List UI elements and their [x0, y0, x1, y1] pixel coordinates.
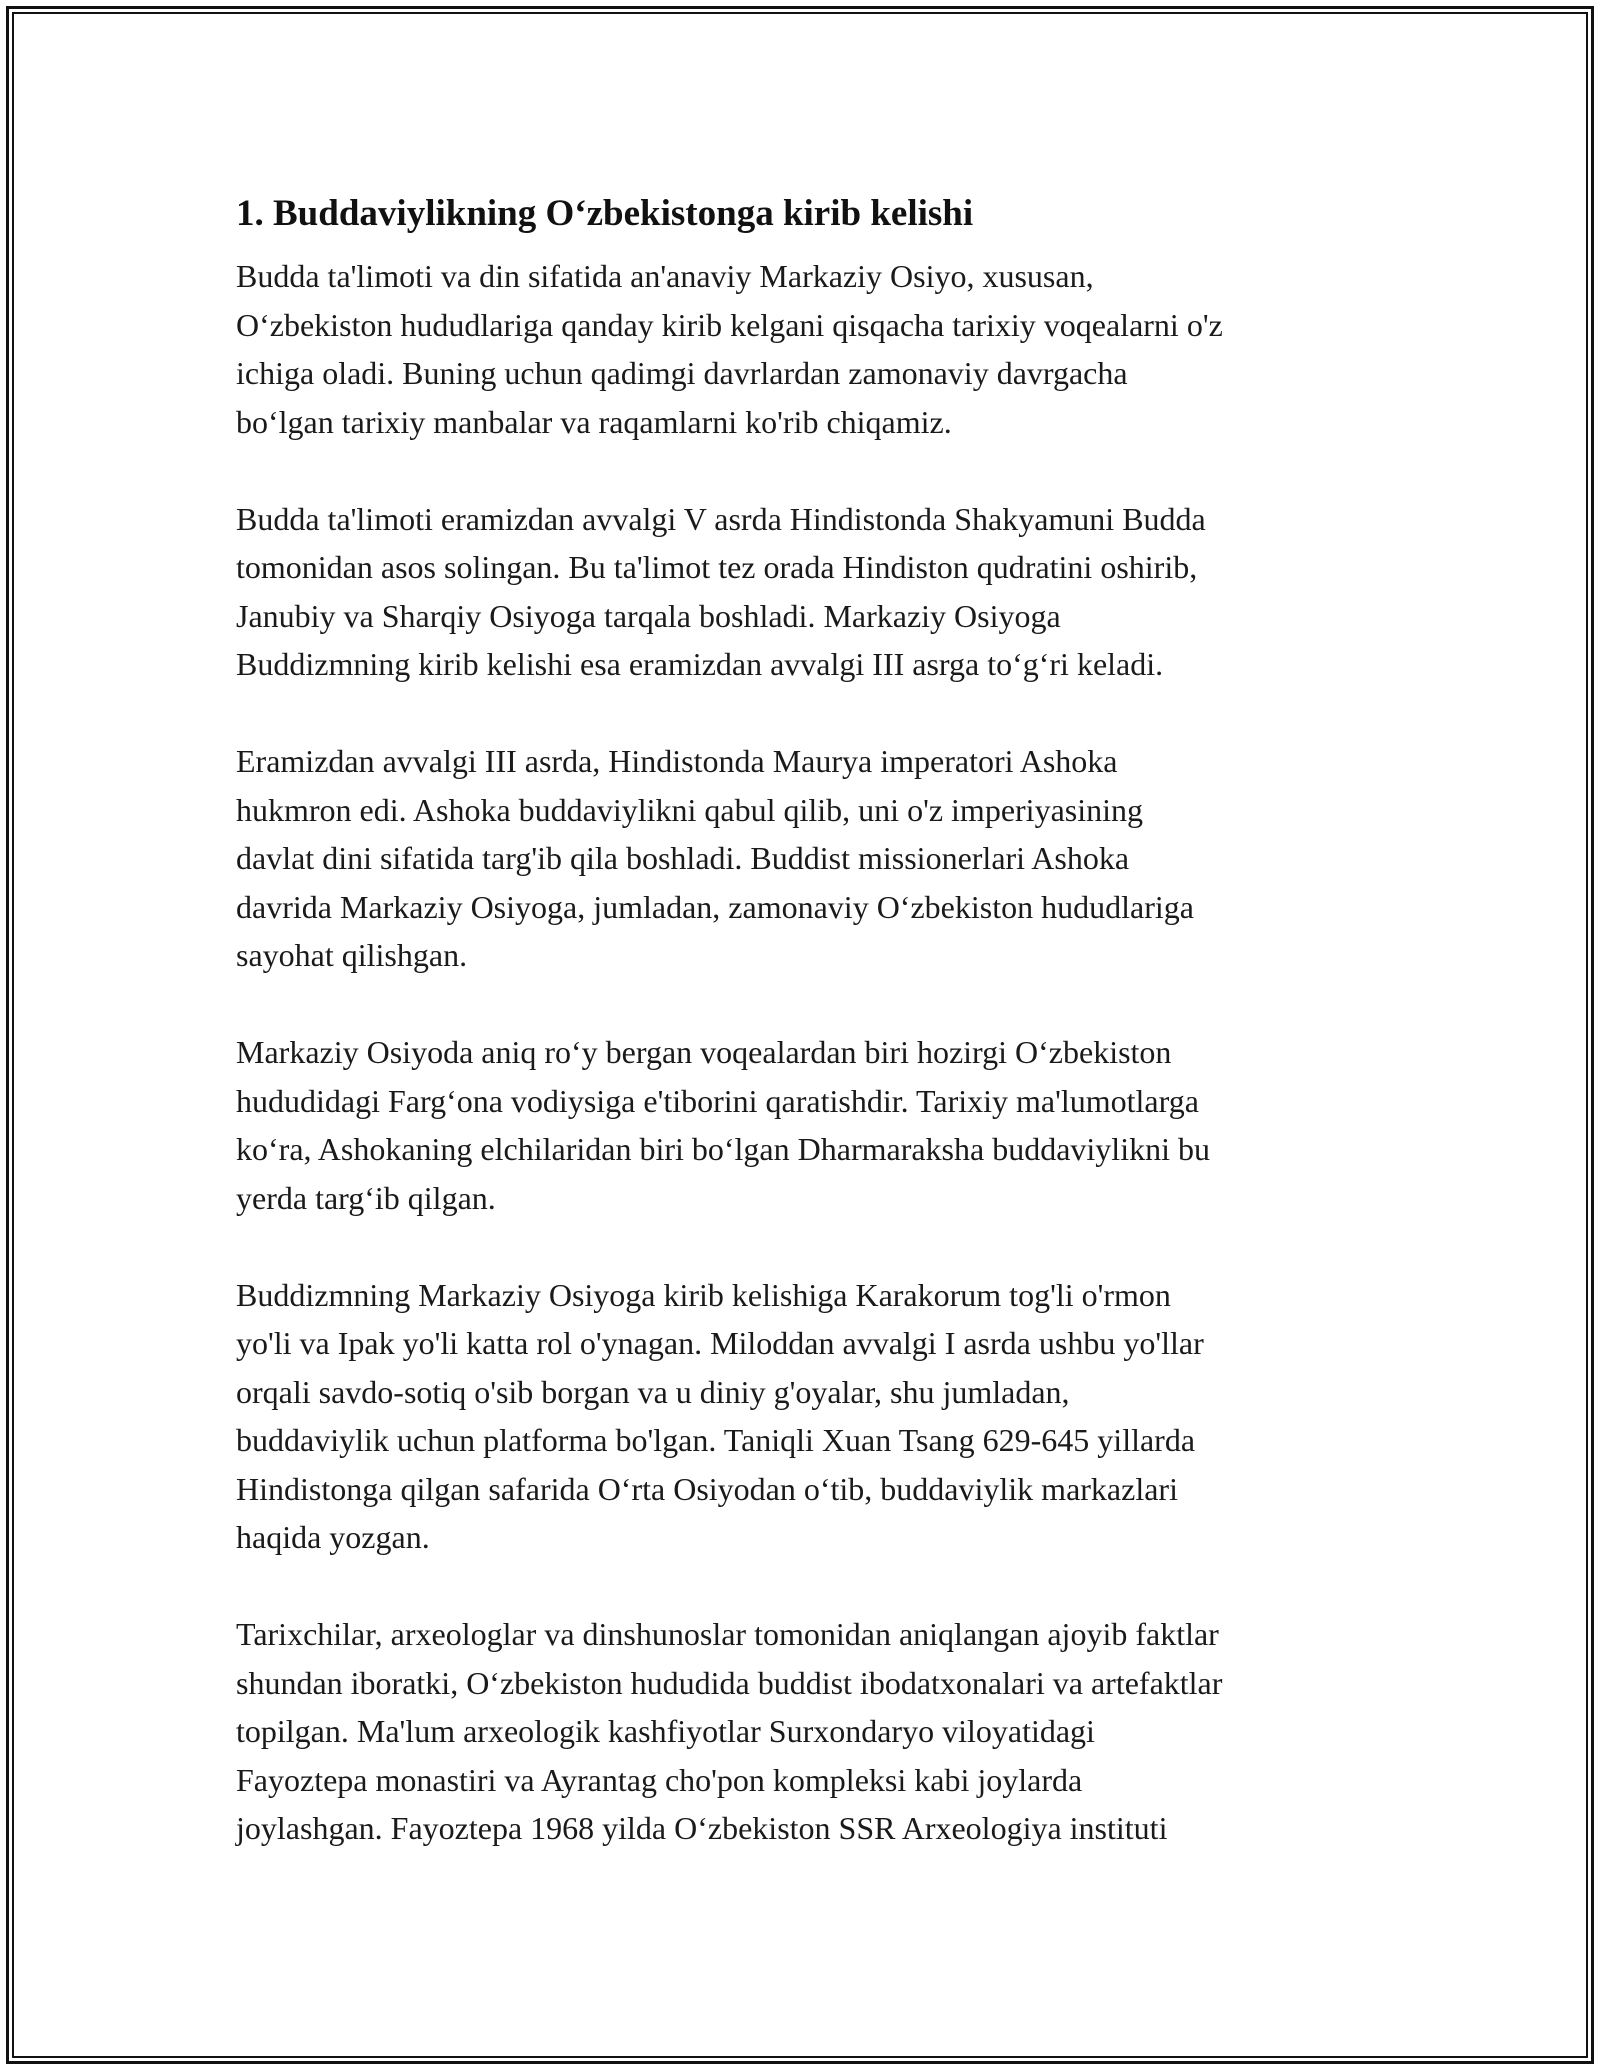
- text-line: Tarixchilar, arxeologlar va dinshunoslar tomonidan aniqlangan ajoyib faktlar: [236, 1616, 1219, 1652]
- paragraph-6: [236, 1610, 1386, 1853]
- text-line: Buddizmning kirib kelishi esa eramizdan avvalgi III asrga to‘g‘ri keladi.: [236, 646, 1164, 682]
- text-line: orqali savdo-sotiq o'sib borgan va u diniy g'oyalar, shu jumladan,: [236, 1373, 1070, 1410]
- text-line: O‘zbekiston hududlariga qanday kirib kelgani qisqacha tarixiy voqealarni o'z: [236, 306, 1223, 343]
- paragraph-1: [236, 252, 1386, 446]
- text-line: Buddizmning Markaziy Osiyoga kirib kelishiga Karakorum tog'li o'rmon: [236, 1276, 1171, 1313]
- text-line: hukmron edi. Ashoka buddaviylikni qabul qilib, uni o'z imperiyasining: [236, 791, 1143, 828]
- text-line: sayohat qilishgan.: [236, 937, 468, 973]
- text-line: yerda targ‘ib qilgan.: [236, 1179, 496, 1216]
- paragraph-3: [236, 737, 1386, 980]
- text-line: topilgan. Ma'lum arxeologik kashfiyotlar Surxondaryo viloyatidagi: [236, 1713, 1095, 1749]
- text-line: Eramizdan avvalgi III asrda, Hindistonda Maurya imperatori Ashoka: [236, 743, 1118, 779]
- text-line: Budda ta'limoti eramizdan avvalgi V asrda Hindistonda Shakyamuni Budda: [236, 500, 1206, 537]
- text-line: ichiga oladi. Buning uchun qadimgi davrlardan zamonaviy davrgacha: [236, 355, 1128, 391]
- text-line: tomonidan asos solingan. Bu ta'limot tez orada Hindiston qudratini oshirib,: [236, 549, 1198, 585]
- text-line: yo'li va Ipak yo'li katta rol o'ynagan. Miloddan avvalgi I asrda ushbu yo'llar: [236, 1325, 1204, 1361]
- text-line: Budda ta'limoti va din sifatida an'anaviy Markaziy Osiyo, xususan,: [236, 258, 1094, 294]
- text-line: joylashgan. Fayoztepa 1968 yilda O‘zbekiston SSR Arxeologiya instituti: [236, 1810, 1168, 1846]
- paragraph-4: [236, 1028, 1386, 1222]
- text-line: bo‘lgan tarixiy manbalar va raqamlarni ko'rib chiqamiz.: [236, 403, 952, 440]
- text-line: davlat dini sifatida targ'ib qila boshladi. Buddist missionerlari Ashoka: [236, 840, 1130, 876]
- section-heading: 1. Buddaviylikning O‘zbekistonga kirib kelishi: [236, 193, 974, 234]
- text-line: ko‘ra, Ashokaning elchilaridan biri bo‘lgan Dharmaraksha buddaviylikni bu: [236, 1131, 1210, 1167]
- paragraph-5: [236, 1271, 1386, 1562]
- text-line: Fayoztepa monastiri va Ayrantag cho'pon kompleksi kabi joylarda: [236, 1761, 1083, 1798]
- paragraph-2: [236, 495, 1386, 689]
- document-body: [236, 186, 1386, 1901]
- text-line: Hindistonga qilgan safarida O‘rta Osiyodan o‘tib, buddaviylik markazlari: [236, 1470, 1178, 1507]
- text-line: hududidagi Farg‘ona vodiysiga e'tiborini qaratishdir. Tarixiy ma'lumotlarga: [236, 1082, 1199, 1119]
- text-line: haqida yozgan.: [236, 1519, 430, 1555]
- text-line: davrida Markaziy Osiyoga, jumladan, zamonaviy O‘zbekiston hududlariga: [236, 888, 1194, 925]
- text-line: Janubiy va Sharqiy Osiyoga tarqala boshladi. Markaziy Osiyoga: [236, 597, 1061, 634]
- text-line: shundan iboratki, O‘zbekiston hududida buddist ibodatxonalari va artefaktlar: [236, 1664, 1223, 1701]
- text-line: Markaziy Osiyoda aniq ro‘y bergan voqealardan biri hozirgi O‘zbekiston: [236, 1034, 1172, 1070]
- text-line: buddaviylik uchun platforma bo'lgan. Taniqli Xuan Tsang 629-645 yillarda: [236, 1422, 1196, 1458]
